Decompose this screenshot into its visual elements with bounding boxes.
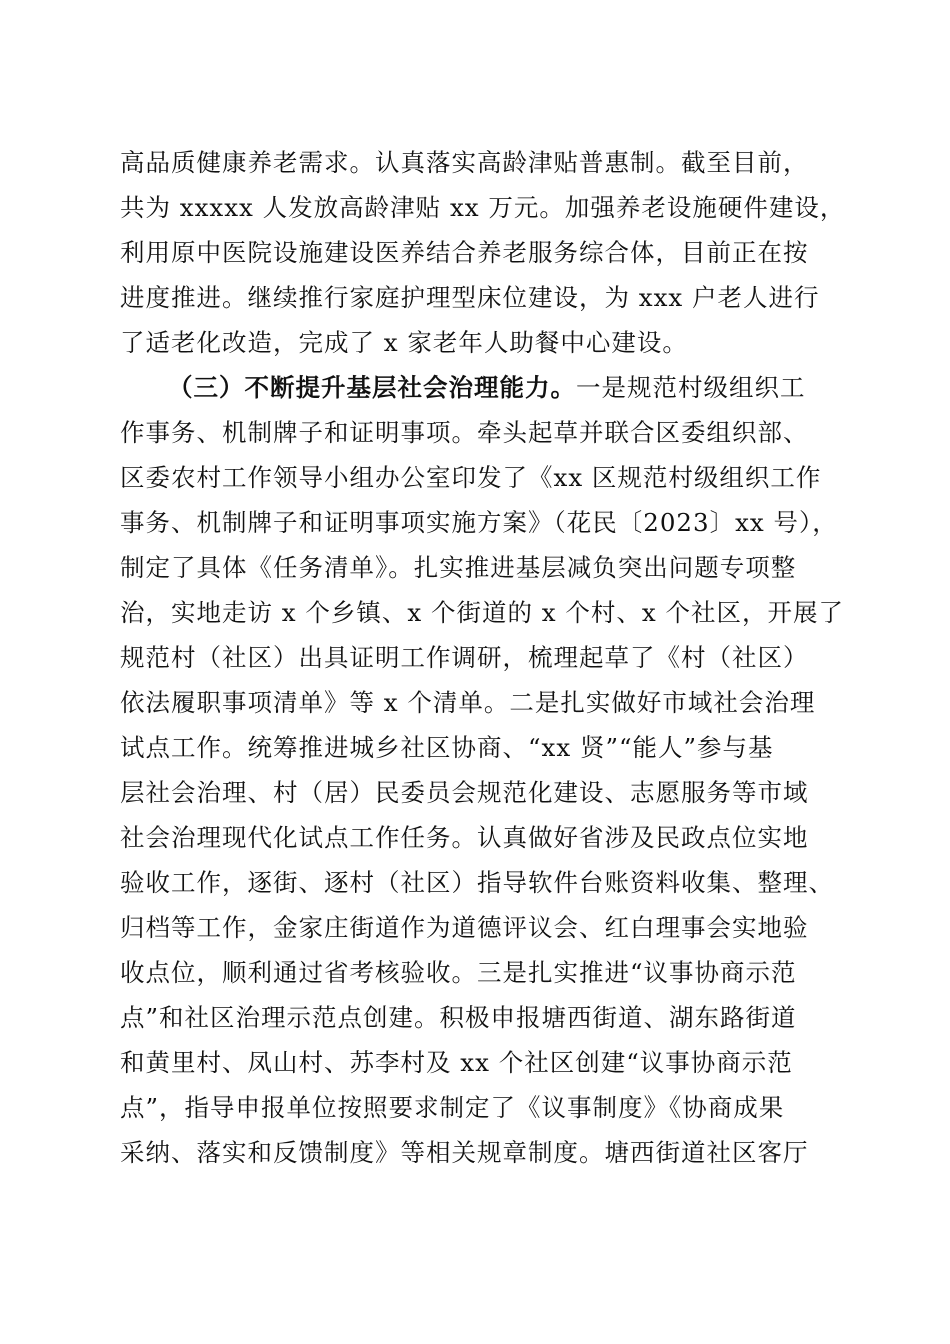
text-line: 共为 xxxxx 人发放高龄津贴 xx 万元。加强养老设施硬件建设， — [120, 193, 846, 222]
text-line: 收点位，顺利通过省考核验收。三是扎实推进“议事协商示范 — [120, 958, 797, 987]
text-line: 治，实地走访 x 个乡镇、x 个街道的 x 个村、x 个社区，开展了 — [120, 598, 844, 627]
text-line: 作事务、机制牌子和证明事项。牵头起草并联合区委组织部、 — [120, 418, 809, 447]
text-line: 验收工作，逐街、逐村（社区）指导软件台账资料收集、整理、 — [120, 868, 834, 897]
paragraph-elderly-care — [120, 140, 846, 365]
text-line: 归档等工作，金家庄街道作为道德评议会、红白理事会实地验 — [120, 913, 809, 942]
text-line: 制定了具体《任务清单》。扎实推进基层减负突出问题专项整 — [120, 553, 797, 582]
text-line: 进度推进。继续推行家庭护理型床位建设，为 xxx 户老人进行 — [120, 283, 820, 312]
text-line: 点”和社区治理示范点创建。积极申报塘西街道、湖东路街道 — [120, 1003, 797, 1032]
text-line: 层社会治理、村（居）民委员会规范化建设、志愿服务等市域 — [120, 778, 809, 807]
text-line: 依法履职事项清单》等 x 个清单。二是扎实做好市域社会治理 — [120, 688, 816, 717]
text-line: 事务、机制牌子和证明事项实施方案》（花民〔2023〕xx 号）， — [120, 508, 838, 537]
text-line: 试点工作。统筹推进城乡社区协商、“xx 贤”“能人”参与基 — [120, 733, 774, 762]
body-text — [120, 140, 846, 1175]
section-3-first-line-text: 一是规范村级组织工 — [576, 373, 806, 402]
text-line: 了适老化改造，完成了 x 家老年人助餐中心建设。 — [120, 328, 688, 357]
section-3-first-line — [120, 365, 840, 410]
text-line: 高品质健康养老需求。认真落实高龄津贴普惠制。截至目前， — [120, 148, 809, 177]
text-line: 利用原中医院设施建设医养结合养老服务综合体，目前正在按 — [120, 238, 809, 267]
text-line: 采纳、落实和反馈制度》等相关规章制度。塘西街道社区客厅 — [120, 1138, 809, 1167]
section-3-heading: （三）不断提升基层社会治理能力。 — [168, 373, 576, 402]
text-line: 区委农村工作领导小组办公室印发了《xx 区规范村级组织工作 — [120, 463, 822, 492]
paragraph-governance — [120, 410, 844, 1175]
text-line: 和黄里村、凤山村、苏李村及 xx 个社区创建“议事协商示范 — [120, 1048, 793, 1077]
text-line: 规范村（社区）出具证明工作调研，梳理起草了《村（社区） — [120, 643, 809, 672]
text-line: 社会治理现代化试点工作任务。认真做好省涉及民政点位实地 — [120, 823, 809, 852]
text-line: 点”，指导申报单位按照要求制定了《议事制度》《协商成果 — [120, 1093, 785, 1122]
